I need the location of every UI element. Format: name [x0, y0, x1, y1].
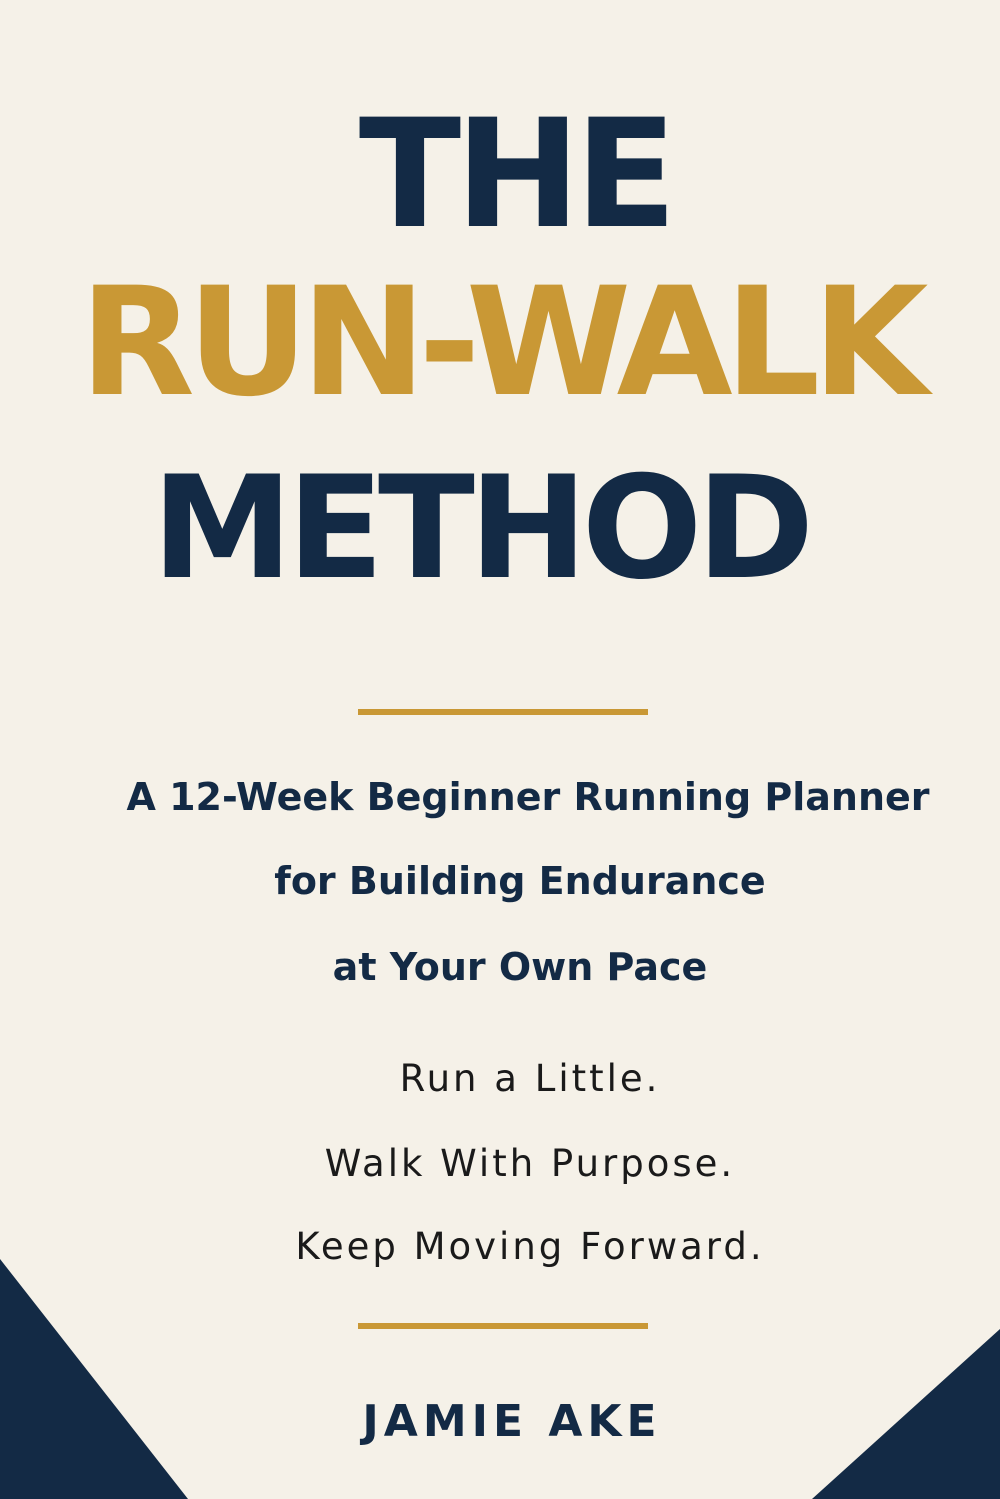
- title-line-run-walk: RUN-WALK: [79, 256, 921, 430]
- author-name: JAMIE AKE: [362, 1396, 662, 1447]
- title-line-method: METHOD: [151, 446, 809, 611]
- tagline-line-1: Run a Little.: [399, 1057, 661, 1100]
- subtitle-line-2: for Building Endurance: [274, 859, 766, 903]
- subtitle-line-3: at Your Own Pace: [332, 945, 708, 989]
- title-line-the: THE: [358, 88, 672, 262]
- corner-triangle-right: [812, 1329, 1000, 1499]
- corner-triangle-left: [0, 1259, 188, 1499]
- tagline-line-3: Keep Moving Forward.: [295, 1225, 765, 1268]
- subtitle-line-1: A 12-Week Beginner Running Planner: [126, 775, 930, 819]
- top-divider: [358, 709, 648, 715]
- tagline-line-2: Walk With Purpose.: [324, 1142, 736, 1185]
- bottom-divider: [358, 1323, 648, 1329]
